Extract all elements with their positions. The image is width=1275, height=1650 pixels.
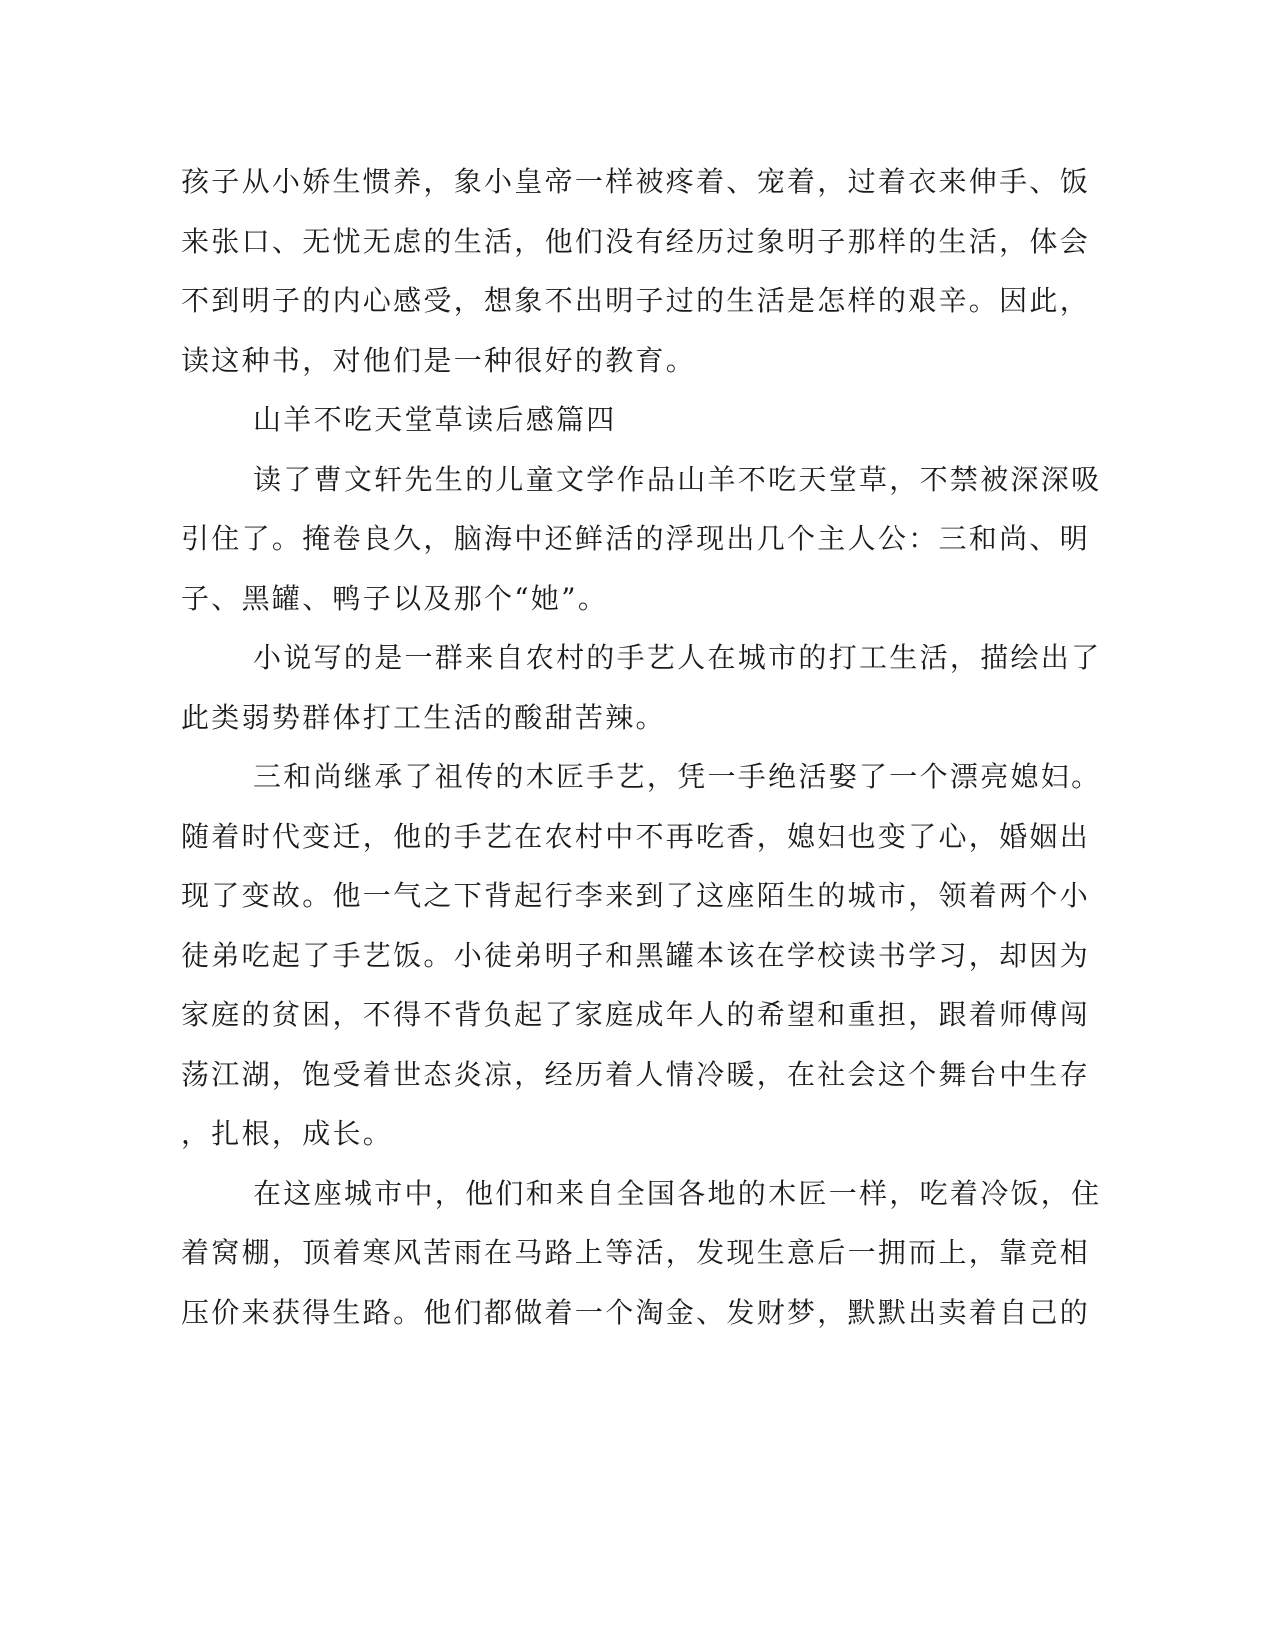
text-line: 压价来获得生路。他们都做着一个淘金、发财梦，默默出卖着自己的 (181, 1295, 1091, 1329)
text-line: 徒弟吃起了手艺饭。小徒弟明子和黑罐本该在学校读书学习，却因为 (181, 938, 1091, 972)
text-line: 引住了。掩卷良久，脑海中还鲜活的浮现出几个主人公：三和尚、明 (181, 522, 1091, 555)
text-line: 着窝棚，顶着寒风苦雨在马路上等活，发现生意后一拥而上，靠竞相 (181, 1236, 1091, 1269)
text-line: 三和尚继承了祖传的木匠手艺，凭一手绝活娶了一个漂亮媳妇。 (253, 760, 1102, 793)
text-line: 现了变故。他一气之下背起行李来到了这座陌生的城市，领着两个小 (181, 879, 1091, 912)
text-line: 子、黑罐、鸭子以及那个“她”。 (181, 581, 609, 615)
text-line: 家庭的贫困，不得不背负起了家庭成年人的希望和重担，跟着师傅闯 (181, 998, 1091, 1031)
text-line: 在这座城市中，他们和来自全国各地的木匠一样，吃着冷饭，住 (253, 1176, 1102, 1210)
text-line: 不到明子的内心感受，想象不出明子过的生活是怎样的艰辛。因此， (181, 284, 1091, 317)
text-line: 读了曹文轩先生的儿童文学作品山羊不吃天堂草，不禁被深深吸 (253, 462, 1102, 496)
text-line: ，扎根，成长。 (181, 1117, 394, 1150)
section-heading: 山羊不吃天堂草读后感篇四 (253, 403, 617, 436)
text-line: 此类弱势群体打工生活的酸甜苦辣。 (181, 700, 666, 734)
text-line: 来张口、无忧无虑的生活，他们没有经历过象明子那样的生活，体会 (181, 224, 1091, 258)
text-line: 随着时代变迁，他的手艺在农村中不再吃香，媳妇也变了心，婚姻出 (181, 819, 1091, 853)
text-line: 荡江湖，饱受着世态炎凉，经历着人情冷暖，在社会这个舞台中生存 (181, 1057, 1091, 1091)
text-line: 读这种书，对他们是一种很好的教育。 (181, 343, 697, 377)
text-line: 小说写的是一群来自农村的手艺人在城市的打工生活，描绘出了 (253, 641, 1102, 674)
text-line: 孩子从小娇生惯养，象小皇帝一样被疼着、宠着，过着衣来伸手、饭 (181, 165, 1091, 198)
body-text (181, 152, 1102, 1342)
